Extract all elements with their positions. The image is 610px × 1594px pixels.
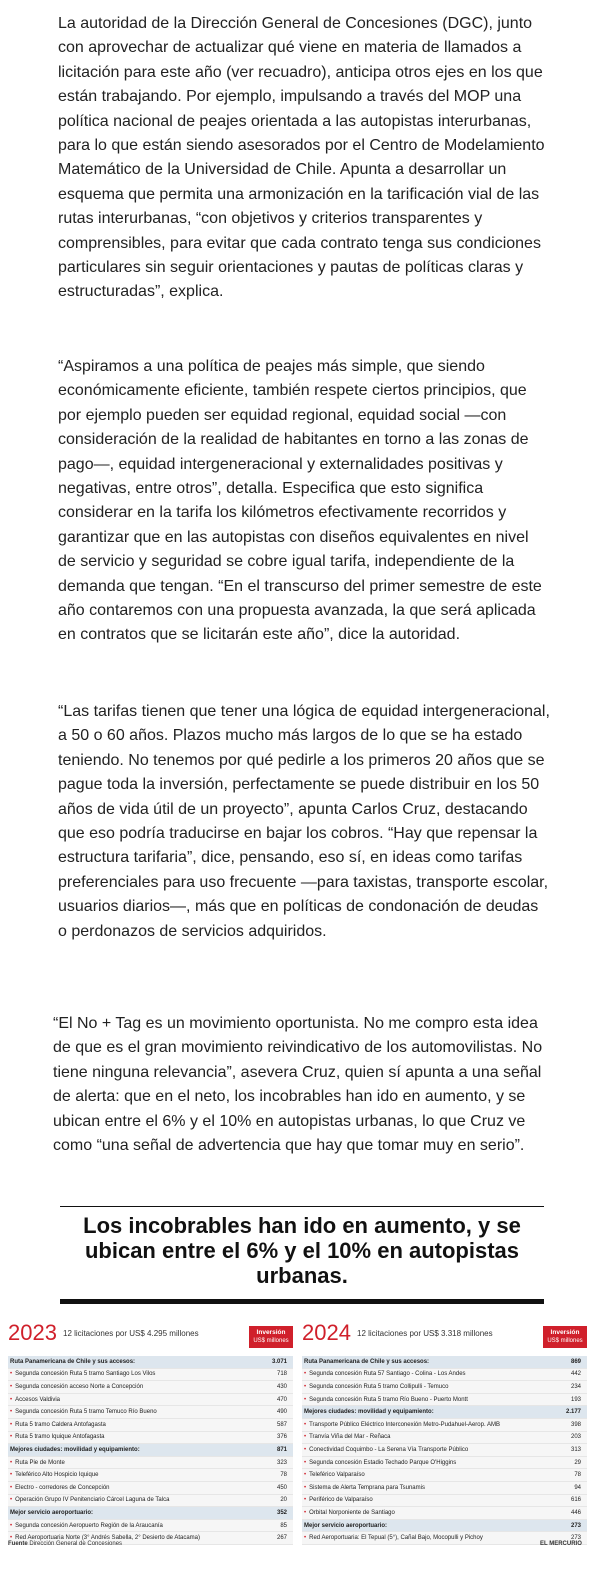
investment-badge [543,1326,587,1348]
table-section-row [8,1356,293,1368]
row-value: 2.177 [541,1406,587,1419]
row-value: 398 [541,1418,587,1431]
year-label: 2024 [302,1320,351,1345]
row-value: 352 [247,1507,293,1520]
row-value: 78 [247,1469,293,1482]
row-label: Ruta Panamericana de Chile y sus accesos: [8,1356,247,1368]
badge-title: Inversión [256,1329,286,1336]
row-value: 871 [247,1444,293,1457]
table-row [8,1469,293,1482]
table-section-row [302,1519,587,1532]
table-row [302,1507,587,1520]
row-label: Ruta Panamericana de Chile y sus accesos: [302,1356,541,1368]
row-label: • Segunda concesión Ruta 5 tramo Collipulli - Temuco [302,1381,541,1394]
row-label: • Sistema de Alerta Temprana para Tsunamis [302,1481,541,1494]
table-section-row [302,1356,587,1368]
table-row [8,1418,293,1431]
table-row [8,1368,293,1381]
investment-table [302,1356,587,1545]
row-label: Mejores ciudades: movilidad y equipamiento: [8,1444,247,1457]
badge-title: Inversión [550,1329,580,1336]
row-value: 267 [247,1532,293,1545]
pullquote-bottom-rule [60,1299,544,1304]
pullquote: Los incobrables han ido en aumento, y se ubican entre el 6% y el 10% en autopistas urbanas. [83,1213,521,1288]
row-label: • Periférico de Valparaíso [302,1494,541,1507]
row-label: • Tranvía Viña del Mar - Reñaca [302,1431,541,1444]
row-label: • Segunda concesión acceso Norte a Concepción [8,1381,247,1394]
row-value: 20 [247,1494,293,1507]
table-section-row [8,1444,293,1457]
panel-subtitle: 12 licitaciones por US$ 4.295 millones [63,1329,199,1338]
table-row [302,1469,587,1482]
row-value: 29 [541,1456,587,1469]
table-row [8,1456,293,1469]
row-value: 203 [541,1431,587,1444]
row-label: • Operación Grupo IV Penitenciario Cárcel Laguna de Talca [8,1494,247,1507]
row-value: 3.071 [247,1356,293,1368]
row-value: 273 [541,1519,587,1532]
source-text: Dirección General de Concesiones [29,1541,123,1547]
row-value: 78 [541,1469,587,1482]
table-section-row [302,1406,587,1419]
source-label: Fuente [8,1541,28,1547]
row-label: • Ruta 5 tramo Caldera Antofagasta [8,1418,247,1431]
table-row [8,1431,293,1444]
row-value: 587 [247,1418,293,1431]
row-value: 323 [247,1456,293,1469]
row-label: • Transporte Público Eléctrico Interconexión Metro-Pudahuel-Aerop. AMB [302,1418,541,1431]
row-value: 430 [247,1381,293,1394]
table-section-row [8,1507,293,1520]
row-label: • Orbital Norponiente de Santiago [302,1507,541,1520]
table-row [302,1456,587,1469]
row-label: • Segunda concesión Ruta 5 tramo Temuco Río Bueno [8,1406,247,1419]
row-value: 450 [247,1481,293,1494]
row-value: 616 [541,1494,587,1507]
source-note [8,1541,122,1547]
investment-table [8,1356,293,1545]
investment-badge [249,1326,293,1348]
row-label: • Segunda concesión Ruta 5 tramo Santiago Los Vilos [8,1368,247,1381]
table-row [302,1368,587,1381]
row-value: 313 [541,1444,587,1457]
row-label: • Segunda concesión Ruta 5 tramo Río Bueno - Puerto Montt [302,1393,541,1406]
article-paragraph-2: “Aspiramos a una política de peajes más simple, que siendo económicamente eficiente, también respete ciertos principios, que por ejemplo pueden ser equidad regional, equidad social —con consideración de la realidad de habitantes en torno a las zonas de pago—, equidad intergeneracional y externalidades positivas y negativas, entre otros”, detalla. Especifica que esto significa considerar en la tarifa los kilómetros efectivamente recorridos y garantizar que en las autopistas con diseños equivalentes en nivel de servicio y seguridad se cobre igual tarifa, independiente de la demanda que tengan. “En el transcurso del primer semestre de este año contaremos con una propuesta avanzada, la que será aplicada en contratos que se licitarán este año”, dice la autoridad. [58,358,542,644]
row-label: • Segunda concesión Ruta 57 Santiago - Colina - Los Andes [302,1368,541,1381]
row-label: Mejores ciudades: movilidad y equipamiento: [302,1406,541,1419]
table-row [302,1481,587,1494]
article-paragraph-1: La autoridad de la Dirección General de Concesiones (DGC), junto con aprovechar de actualizar qué viene en materia de llamados a licitación para este año (ver recuadro), anticipa otros ejes en los que están trabajando. Por ejemplo, impulsando a través del MOP una política nacional de peajes orientada a las autopistas interurbanas, para lo que están siendo asesorados por el Centro de Modelamiento Matemático de la Universidad de Chile. Apunta a desarrollar un esquema que permita una armonización en la tarificación vial de las rutas interurbanas, “con objetivos y criterios transparentes y comprensibles, para evitar que cada contrato tenga sus condiciones particulares sin seguir orientaciones y pautas de políticas claras y estructuradas”, explica. [58,15,545,301]
row-label: • Electro - corredores de Concepción [8,1481,247,1494]
row-value: 85 [247,1519,293,1532]
table-row [302,1393,587,1406]
row-value: 376 [247,1431,293,1444]
article-paragraph-4: “El No + Tag es un movimiento oportunista. No me compro esta idea de que es el gran movimiento reivindicativo de los automovilistas. No tiene ninguna relevancia”, asevera Cruz, quien sí apunta a una señal de alerta: que en el neto, los incobrables han ido en aumento, y se ubican entre el 6% y el 10% en autopistas urbanas, lo que Cruz ve como “una señal de advertencia que hay que tomar muy en serio”. [53,1015,543,1155]
row-label: • Teleférico Alto Hospicio Iquique [8,1469,247,1482]
table-row [302,1431,587,1444]
row-value: 273 [541,1532,587,1545]
publication-credit: EL MERCURIO [540,1541,582,1547]
row-value: 193 [541,1393,587,1406]
row-label: • Conectividad Coquimbo - La Serena Vía Transporte Público [302,1444,541,1457]
row-value: 446 [541,1507,587,1520]
row-label: Mejor servicio aeroportuario: [302,1519,541,1532]
row-label: • Red Aeroportuaria Norte (3° Andrés Sabella, 2° Desierto de Atacama) [8,1532,247,1545]
row-value: 869 [541,1356,587,1368]
panel-subtitle: 12 licitaciones por US$ 3.318 millones [357,1329,493,1338]
table-row [8,1406,293,1419]
row-label: • Segunda concesión Estadio Techado Parque O'Higgins [302,1456,541,1469]
table-row [8,1481,293,1494]
table-row [302,1418,587,1431]
table-row [8,1393,293,1406]
table-row [8,1494,293,1507]
pullquote-top-rule [60,1206,544,1207]
row-value: 718 [247,1368,293,1381]
table-row [302,1494,587,1507]
row-label: • Accesos Valdivia [8,1393,247,1406]
row-label: • Segunda concesión Aeropuerto Región de la Araucanía [8,1519,247,1532]
row-value: 234 [541,1381,587,1394]
badge-unit: US$ millones [547,1338,583,1344]
row-label: Mejor servicio aeroportuario: [8,1507,247,1520]
row-label: • Ruta 5 tramo Iquique Antofagasta [8,1431,247,1444]
row-value: 490 [247,1406,293,1419]
table-row [8,1381,293,1394]
row-value: 470 [247,1393,293,1406]
row-value: 442 [541,1368,587,1381]
year-label: 2023 [8,1320,57,1345]
table-row [302,1381,587,1394]
row-label: • Ruta Pie de Monte [8,1456,247,1469]
row-label: • Teleférico Valparaíso [302,1469,541,1482]
article-paragraph-3: “Las tarifas tienen que tener una lógica de equidad intergeneracional, a 50 o 60 años. Plazos mucho más largos de lo que se ha estado teniendo. No tenemos por qué pedirle a los primeros 20 años que se pague toda la inversión, perfectamente se puede distribuir en los 50 años de vida útil de un proyecto”, apunta Carlos Cruz, destacando que eso podría traducirse en bajar los cobros. “Hay que repensar la estructura tarifaria”, dice, pensando, eso sí, en ideas como tarifas preferenciales para uso frecuente —para taxistas, transporte escolar, usuarios diarios—, más que en políticas de condonación de deudas o perdonazos de servicios adquiridos. [58,703,550,940]
table-row [8,1519,293,1532]
badge-unit: US$ millones [253,1338,289,1344]
row-value: 94 [541,1481,587,1494]
table-row [302,1444,587,1457]
row-label: • Red Aeroportuaria: El Tepual (5°), Cañal Bajo, Mocopulli y Pichoy [302,1532,541,1545]
